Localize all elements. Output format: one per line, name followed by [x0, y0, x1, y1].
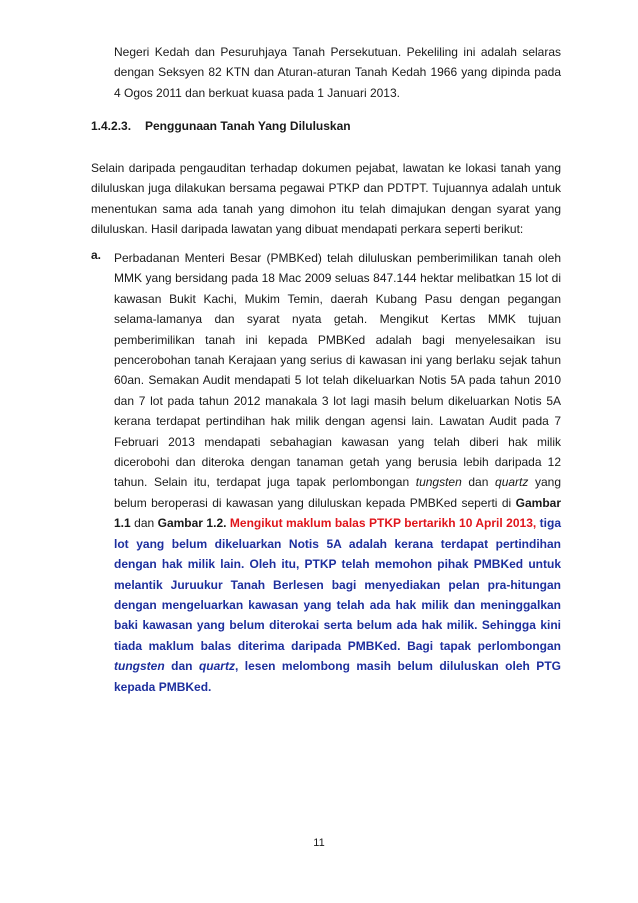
item-a-text-4: dan [130, 516, 158, 531]
item-a-text-1: Perbadanan Menteri Besar (PMBKed) telah diluluskan pemberimilikan tanah oleh MMK yang bersidang pada 18 Mac 2009 seluas 847.144 hektar melibatkan 15 lot di kawasan Bukit Kachi, Mukim Temin, daerah Kubang Pasu dengan pegangan selama-lamanya dan syarat nyata getah. Mengikut Kertas MMK tujuan pemberimilikan tanah ini kepada PMBKed adalah bagi menyelesaikan isu pencerobohan tanah Kerajaan yang serius di kawasan ini yang berlaku sejak tahun 60an. Semakan Audit mendapati 5 lot telah dikeluarkan Notis 5A pada tahun 2010 dan 7 lot pada tahun 2012 manakala 3 lot lagi masih belum dikeluarkan Notis 5A kerana terdapat pertindihan hak milik dengan agensi lain. Lawatan Audit pada 7 Februari 2013 mendapati sebahagian kawasan yang telah diberi hak milik dicerobohi dan diteroka dengan tanaman getah yang berusia lebih daripada 12 tahun. Selain itu, terdapat juga tapak perlombongan [114, 251, 561, 490]
intro-paragraph: Negeri Kedah dan Pesuruhjaya Tanah Persekutuan. Pekeliling ini adalah selaras dengan Seksyen 82 KTN dan Aturan-aturan Tanah Kedah 1966 yang dipinda pada 4 Ogos 2011 dan berkuat kuasa pada 1 Januari 2013. [114, 45, 561, 100]
response-italic-1: tungsten [114, 659, 165, 674]
response-text-3: , lesen melombong masih belum diluluskan oleh PTG kepada PMBKed. [114, 659, 561, 694]
response-text-1: tiga lot yang belum dikeluarkan Notis 5A adalah kerana terdapat pertindihan dengan hak milik lain. Oleh itu, PTKP telah memohon pihak PMBKed untuk melantik Juruukur Tanah Berlesen bagi menyediakan pelan pra-hitungan dengan mengeluarkan kawasan yang telah ada hak milik dan meninggalkan baki kawasan yang belum diterokai serta belum ada hak milik. Sehingga kini tiada maklum balas diterima daripada PMBKed. Bagi tapak perlombongan [114, 516, 562, 653]
list-marker-a: a. [91, 248, 102, 262]
section-number: 1.4.2.3. [91, 119, 132, 133]
figure-ref-2: Gambar 1.2. [157, 516, 227, 531]
figure-ref-1: Gambar 1.1 [114, 495, 561, 531]
section-heading [91, 119, 351, 133]
response-date-highlight: Mengikut maklum balas PTKP bertarikh 10 April 2013, [229, 516, 537, 531]
item-a-italic-1: tungsten [415, 475, 462, 490]
page-number: 11 [313, 837, 325, 849]
section-title: Penggunaan Tanah Yang Diluluskan [145, 119, 351, 133]
list-item-a [114, 248, 561, 697]
response-text-2: dan [164, 659, 199, 674]
body-paragraph: Selain daripada pengauditan terhadap dokumen pejabat, lawatan ke lokasi tanah yang diluluskan juga dilakukan bersama pegawai PTKP dan PDTPT. Tujuannya adalah untuk menentukan sama ada tanah yang dimohon itu telah dimajukan dengan syarat yang diluluskan. Hasil daripada lawatan yang dibuat mendapati perkara seperti berikut: [91, 161, 561, 237]
item-a-text-2: dan [461, 475, 496, 490]
response-italic-2: quartz [198, 659, 235, 674]
item-a-italic-2: quartz [495, 475, 529, 490]
item-a-text-3: yang belum beroperasi di kawasan yang diluluskan kepada PMBKed seperti di [114, 475, 561, 510]
